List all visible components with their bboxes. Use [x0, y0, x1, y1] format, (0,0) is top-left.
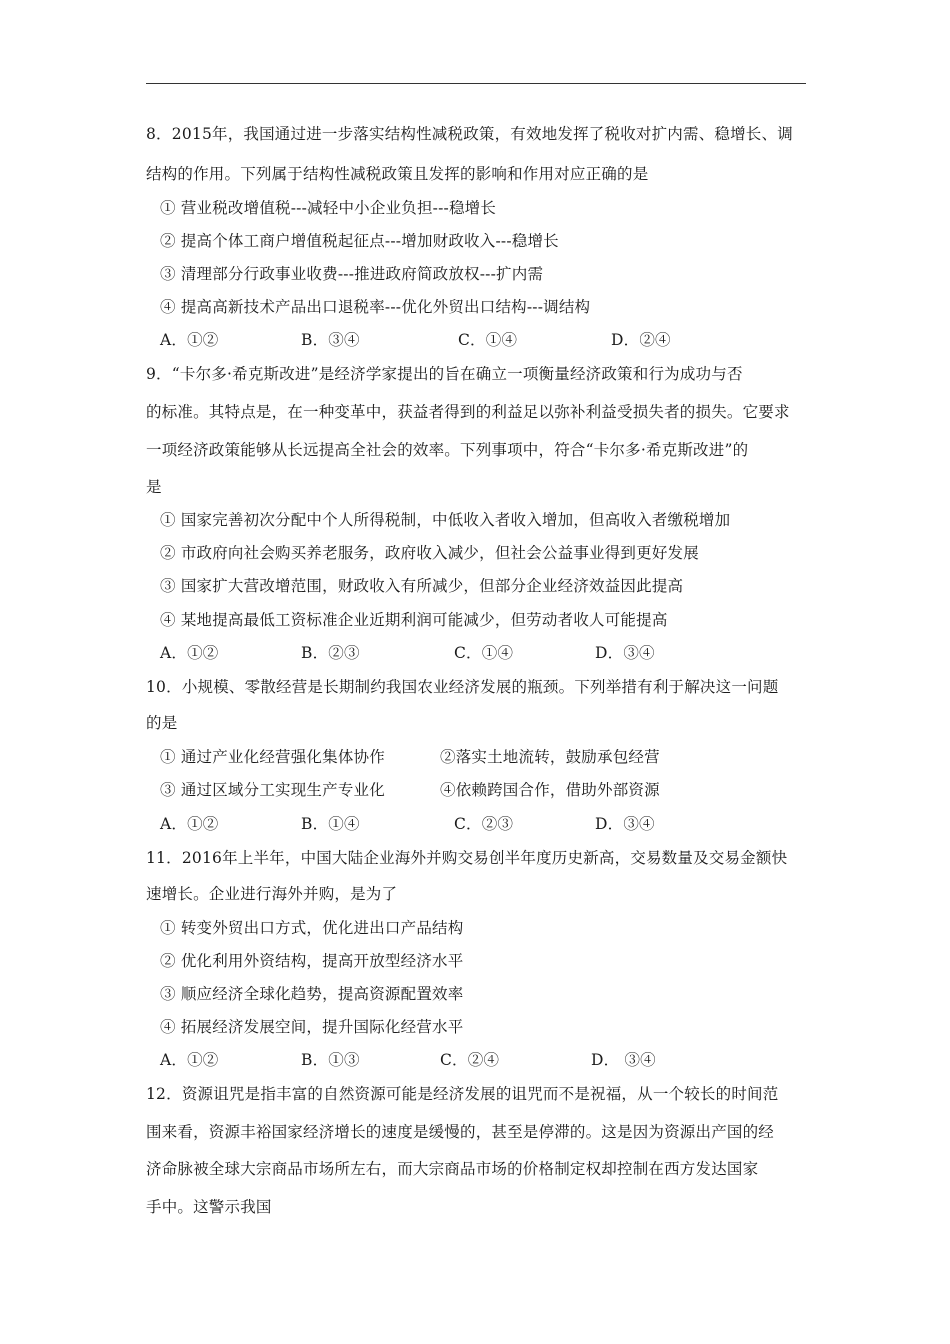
q10-option-1: ① 通过产业化经营强化集体协作 — [160, 748, 385, 766]
q9-answer-a: A．①② — [160, 644, 219, 662]
q11-answer-a: A．①② — [160, 1051, 219, 1069]
q9-stem-line-2: 的标准。其特点是，在一种变革中，获益者得到的利益足以弥补利益受损失者的损失。它要求 — [146, 403, 790, 421]
q10-stem-line-1: 10．小规模、零散经营是长期制约我国农业经济发展的瓶颈。下列举措有利于解决这一问题 — [146, 678, 779, 696]
q11-option-3: ③ 顺应经济全球化趋势，提高资源配置效率 — [160, 985, 464, 1003]
q10-option-4: ④依赖跨国合作，借助外部资源 — [440, 781, 660, 799]
q8-answer-a: A．①② — [160, 331, 219, 349]
q8-option-3: ③ 清理部分行政事业收费---推进政府简政放权---扩内需 — [160, 265, 544, 283]
q9-stem-line-1: 9．“卡尔多·希克斯改进”是经济学家提出的旨在确立一项衡量经济政策和行为成功与否 — [146, 365, 743, 383]
q11-answer-d: D． ③④ — [591, 1051, 656, 1069]
q10-answer-a: A．①② — [160, 815, 219, 833]
q11-option-2: ② 优化利用外资结构，提高开放型经济水平 — [160, 952, 464, 970]
q9-option-3: ③ 国家扩大营改增范围，财政收入有所减少，但部分企业经济效益因此提高 — [160, 577, 684, 595]
q11-option-1: ① 转变外贸出口方式，优化进出口产品结构 — [160, 919, 464, 937]
q12-stem-line-2: 围来看，资源丰裕国家经济增长的速度是缓慢的，甚至是停滞的。这是因为资源出产国的经 — [146, 1123, 775, 1141]
q8-answer-d: D．②④ — [611, 331, 671, 349]
q12-stem-line-4: 手中。这警示我国 — [146, 1198, 272, 1216]
q9-stem-line-4: 是 — [146, 478, 162, 496]
q10-answer-b: B．①④ — [301, 815, 360, 833]
q10-stem-line-2: 的是 — [146, 714, 178, 732]
q9-answer-b: B．②③ — [301, 644, 360, 662]
q11-stem-line-2: 速增长。企业进行海外并购，是为了 — [146, 885, 398, 903]
q8-option-1: ① 营业税改增值税---减轻中小企业负担---稳增长 — [160, 199, 497, 217]
q8-stem-line-2: 结构的作用。下列属于结构性减税政策且发挥的影响和作用对应正确的是 — [146, 165, 649, 183]
q11-answer-c: C．②④ — [440, 1051, 500, 1069]
q11-answer-b: B．①③ — [301, 1051, 360, 1069]
q11-option-4: ④ 拓展经济发展空间，提升国际化经营水平 — [160, 1018, 464, 1036]
q9-option-2: ② 市政府向社会购买养老服务，政府收入减少，但社会公益事业得到更好发展 — [160, 544, 699, 562]
header-rule — [146, 83, 806, 84]
q9-option-1: ① 国家完善初次分配中个人所得税制，中低收入者收入增加，但高收入者缴税增加 — [160, 511, 731, 529]
q10-answer-d: D．③④ — [595, 815, 655, 833]
q12-stem-line-3: 济命脉被全球大宗商品市场所左右，而大宗商品市场的价格制定权却控制在西方发达国家 — [146, 1160, 759, 1178]
q9-answer-d: D．③④ — [595, 644, 655, 662]
q9-answer-c: C．①④ — [454, 644, 514, 662]
q8-option-4: ④ 提高高新技术产品出口退税率---优化外贸出口结构---调结构 — [160, 298, 591, 316]
q10-answer-c: C．②③ — [454, 815, 514, 833]
q9-option-4: ④ 某地提高最低工资标准企业近期利润可能减少，但劳动者收人可能提高 — [160, 611, 668, 629]
q12-stem-line-1: 12．资源诅咒是指丰富的自然资源可能是经济发展的诅咒而不是祝福，从一个较长的时间范 — [146, 1085, 779, 1103]
q10-option-3: ③ 通过区域分工实现生产专业化 — [160, 781, 385, 799]
q10-option-2: ②落实土地流转，鼓励承包经营 — [440, 748, 660, 766]
q11-stem-line-1: 11．2016年上半年，中国大陆企业海外并购交易创半年度历史新高，交易数量及交易金额快 — [146, 849, 788, 867]
q8-option-2: ② 提高个体工商户增值税起征点---增加财政收入---稳增长 — [160, 232, 559, 250]
q8-stem-line-1: 8．2015年，我国通过进一步落实结构性减税政策，有效地发挥了税收对扩内需、稳增长、调 — [146, 125, 793, 143]
q8-answer-c: C．①④ — [458, 331, 518, 349]
q8-answer-b: B．③④ — [301, 331, 360, 349]
q9-stem-line-3: 一项经济政策能够从长远提高全社会的效率。下列事项中，符合“卡尔多·希克斯改进”的 — [146, 441, 749, 459]
